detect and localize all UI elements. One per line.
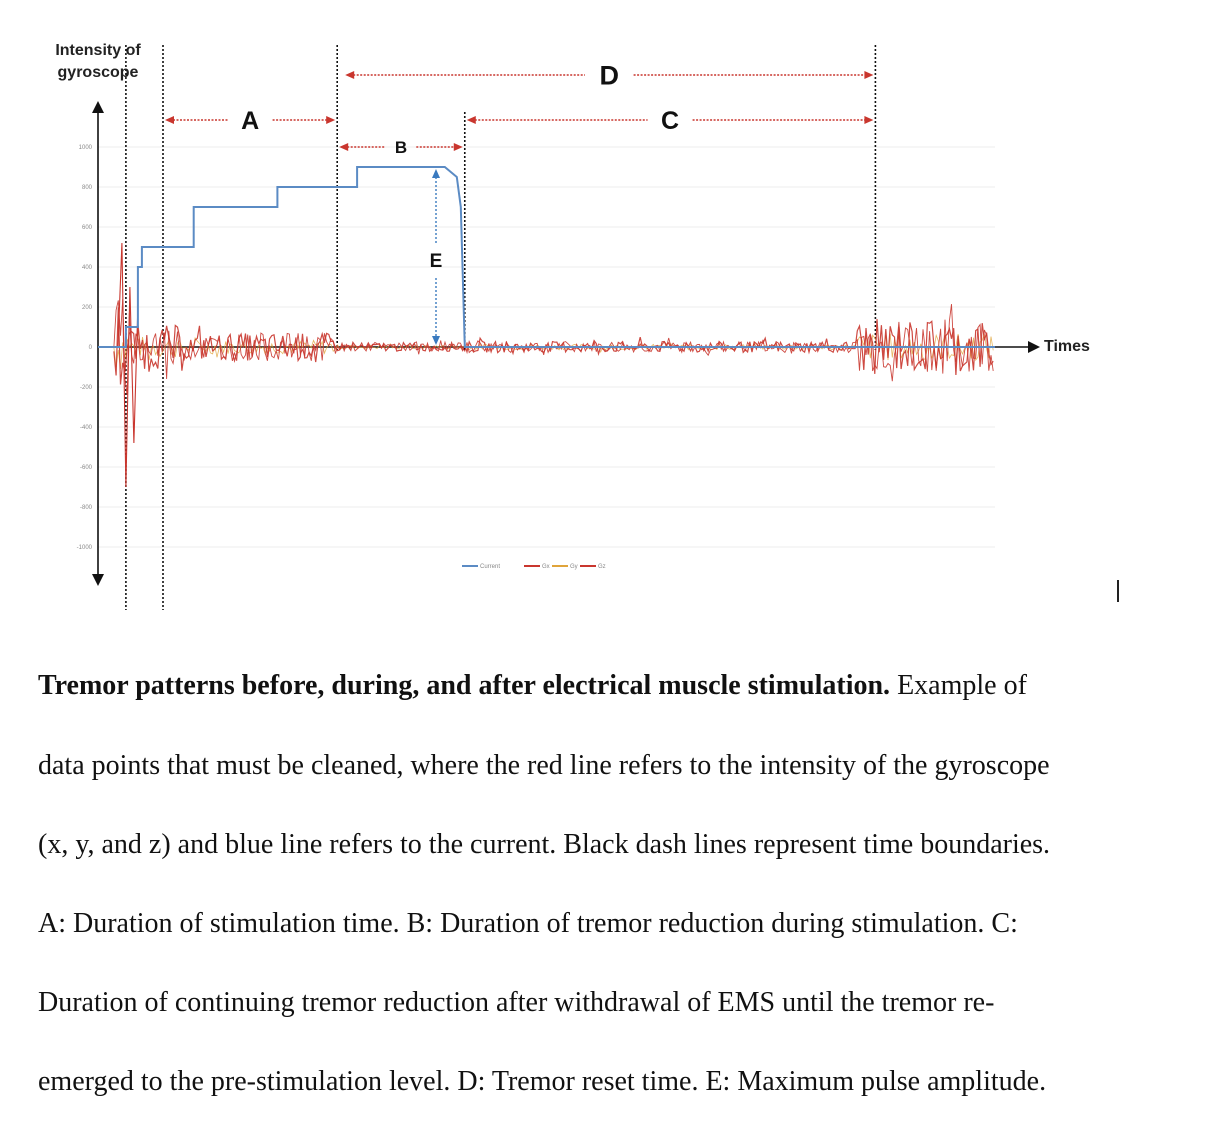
- annotation-c-arrowhead-left: [467, 116, 476, 124]
- annotation-d-arrowhead-left: [345, 71, 354, 79]
- annotation-b-label: B: [394, 138, 408, 158]
- y-axis-label-line1: Intensity of: [55, 42, 141, 59]
- y-tick-label: -800: [79, 505, 92, 511]
- y-tick-label: 200: [81, 305, 92, 311]
- caption-title: Tremor patterns before, during, and after electrical muscle stimulation.: [38, 670, 891, 701]
- caption-line-4: A: Duration of stimulation time. B: Duration of tremor reduction during stimulation. C:: [38, 908, 1018, 939]
- x-axis-label: Times: [1044, 338, 1090, 355]
- legend-label: Gx: [542, 564, 550, 570]
- caption-line-2: data points that must be cleaned, where the red line refers to the intensity of the gyroscope: [38, 750, 1050, 781]
- chart-legend: [462, 564, 606, 570]
- y-tick-labels: [77, 145, 93, 551]
- time-boundaries: [126, 45, 875, 610]
- legend-label: Current: [480, 564, 501, 570]
- y-tick-label: -1000: [76, 545, 92, 551]
- x-axis-arrow: [1028, 341, 1040, 353]
- y-axis-arrow-up: [92, 101, 104, 113]
- caption-line-5: Duration of continuing tremor reduction after withdrawal of EMS until the tremor re-: [38, 987, 995, 1018]
- annotations: [165, 61, 873, 345]
- annotation-b-arrowhead-left: [339, 143, 348, 151]
- current-line: [98, 167, 995, 347]
- annotation-b-arrowhead-right: [454, 143, 463, 151]
- annotation-a-arrowhead-left: [165, 116, 174, 124]
- annotation-d-arrowhead-right: [864, 71, 873, 79]
- y-tick-label: -600: [79, 465, 92, 471]
- y-axis-label-line2: gyroscope: [57, 64, 139, 81]
- y-tick-label: 400: [81, 265, 92, 271]
- annotation-a-label: A: [241, 107, 260, 135]
- text-cursor: [1117, 580, 1119, 602]
- annotation-a-arrowhead-right: [326, 116, 335, 124]
- caption-line-1: [38, 670, 1188, 702]
- gyroscope-series: [114, 243, 993, 487]
- annotation-c-arrowhead-right: [864, 116, 873, 124]
- annotation-e-label: E: [429, 251, 443, 272]
- annotation-e-arrowhead-up: [432, 169, 440, 178]
- current-series: [98, 167, 995, 347]
- annotation-d-label: D: [599, 60, 620, 91]
- y-tick-label: 0: [88, 345, 92, 351]
- legend-label: Gz: [598, 564, 606, 570]
- caption-text-0: Example of: [897, 670, 1027, 701]
- y-tick-label: -400: [79, 425, 92, 431]
- y-tick-label: -200: [79, 385, 92, 391]
- legend-label: Gy: [570, 564, 578, 570]
- y-tick-label: 1000: [78, 145, 92, 151]
- y-tick-label: 800: [81, 185, 92, 191]
- y-axis-arrow-down: [92, 574, 104, 586]
- caption-line-6: emerged to the pre-stimulation level. D: Tremor reset time. E: Maximum pulse amplitude.: [38, 1066, 1047, 1097]
- y-tick-label: 600: [81, 225, 92, 231]
- caption-line-3: (x, y, and z) and blue line refers to the current. Black dash lines represent time boundaries.: [38, 829, 1051, 860]
- annotation-c-label: C: [661, 107, 680, 135]
- annotation-e-arrowhead-down: [432, 336, 440, 345]
